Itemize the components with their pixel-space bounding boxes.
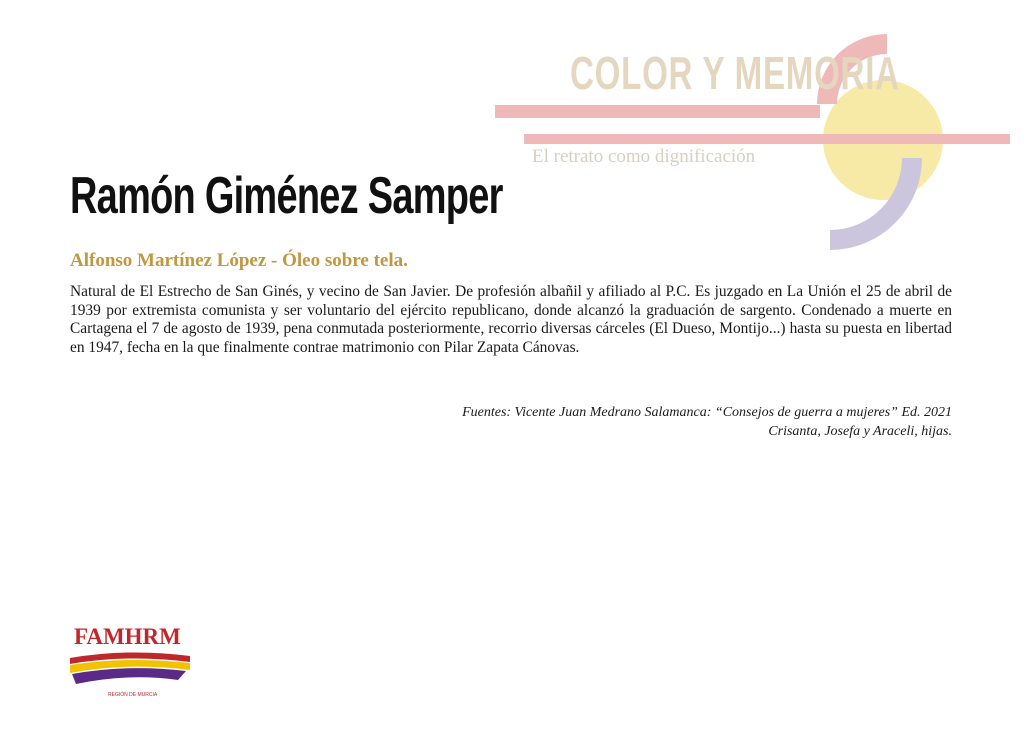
logo-flag-waves xyxy=(68,646,198,696)
portrait-name: Ramón Giménez Samper xyxy=(70,167,503,225)
logo-wordmark: FAMHRM xyxy=(74,624,181,649)
famhrm-logo xyxy=(68,624,198,706)
biography-text: Natural de El Estrecho de San Ginés, y vecino de San Javier. De profesión albañil y afiliado al P.C. Es juzgado en La Unión el 25 de abril de 1939 por extremista comunista y ser voluntario del ejército republicano, donde alcanzó la graduación de sargento. Condenado a muerte en Cartagena el 7 de agosto de 1939, pena conmutada posteriormente, recorrio diversas cárceles (El Dueso, Montijo...) hasta su puesta en libertad en 1947, fecha en la que finalmente contrae matrimonio con Pilar Zapata Cánovas. xyxy=(70,283,952,356)
author-line: Alfonso Martínez López - Óleo sobre tela. xyxy=(70,250,408,271)
red-band-lower xyxy=(524,134,1010,144)
red-band-upper xyxy=(495,105,820,118)
sources-line-2: Crisanta, Josefa y Araceli, hijas. xyxy=(768,424,952,439)
sources-line-1: Fuentes: Vicente Juan Medrano Salamanca: “Consejos de guerra a mujeres” Ed. 2021 xyxy=(462,405,952,420)
brand-subtitle: El retrato como dignificación xyxy=(532,146,756,167)
brand-title: COLOR Y MEMORIA xyxy=(570,47,900,99)
logo-region: REGIÓN DE MURCIA xyxy=(108,692,158,698)
sources-block xyxy=(252,403,952,441)
